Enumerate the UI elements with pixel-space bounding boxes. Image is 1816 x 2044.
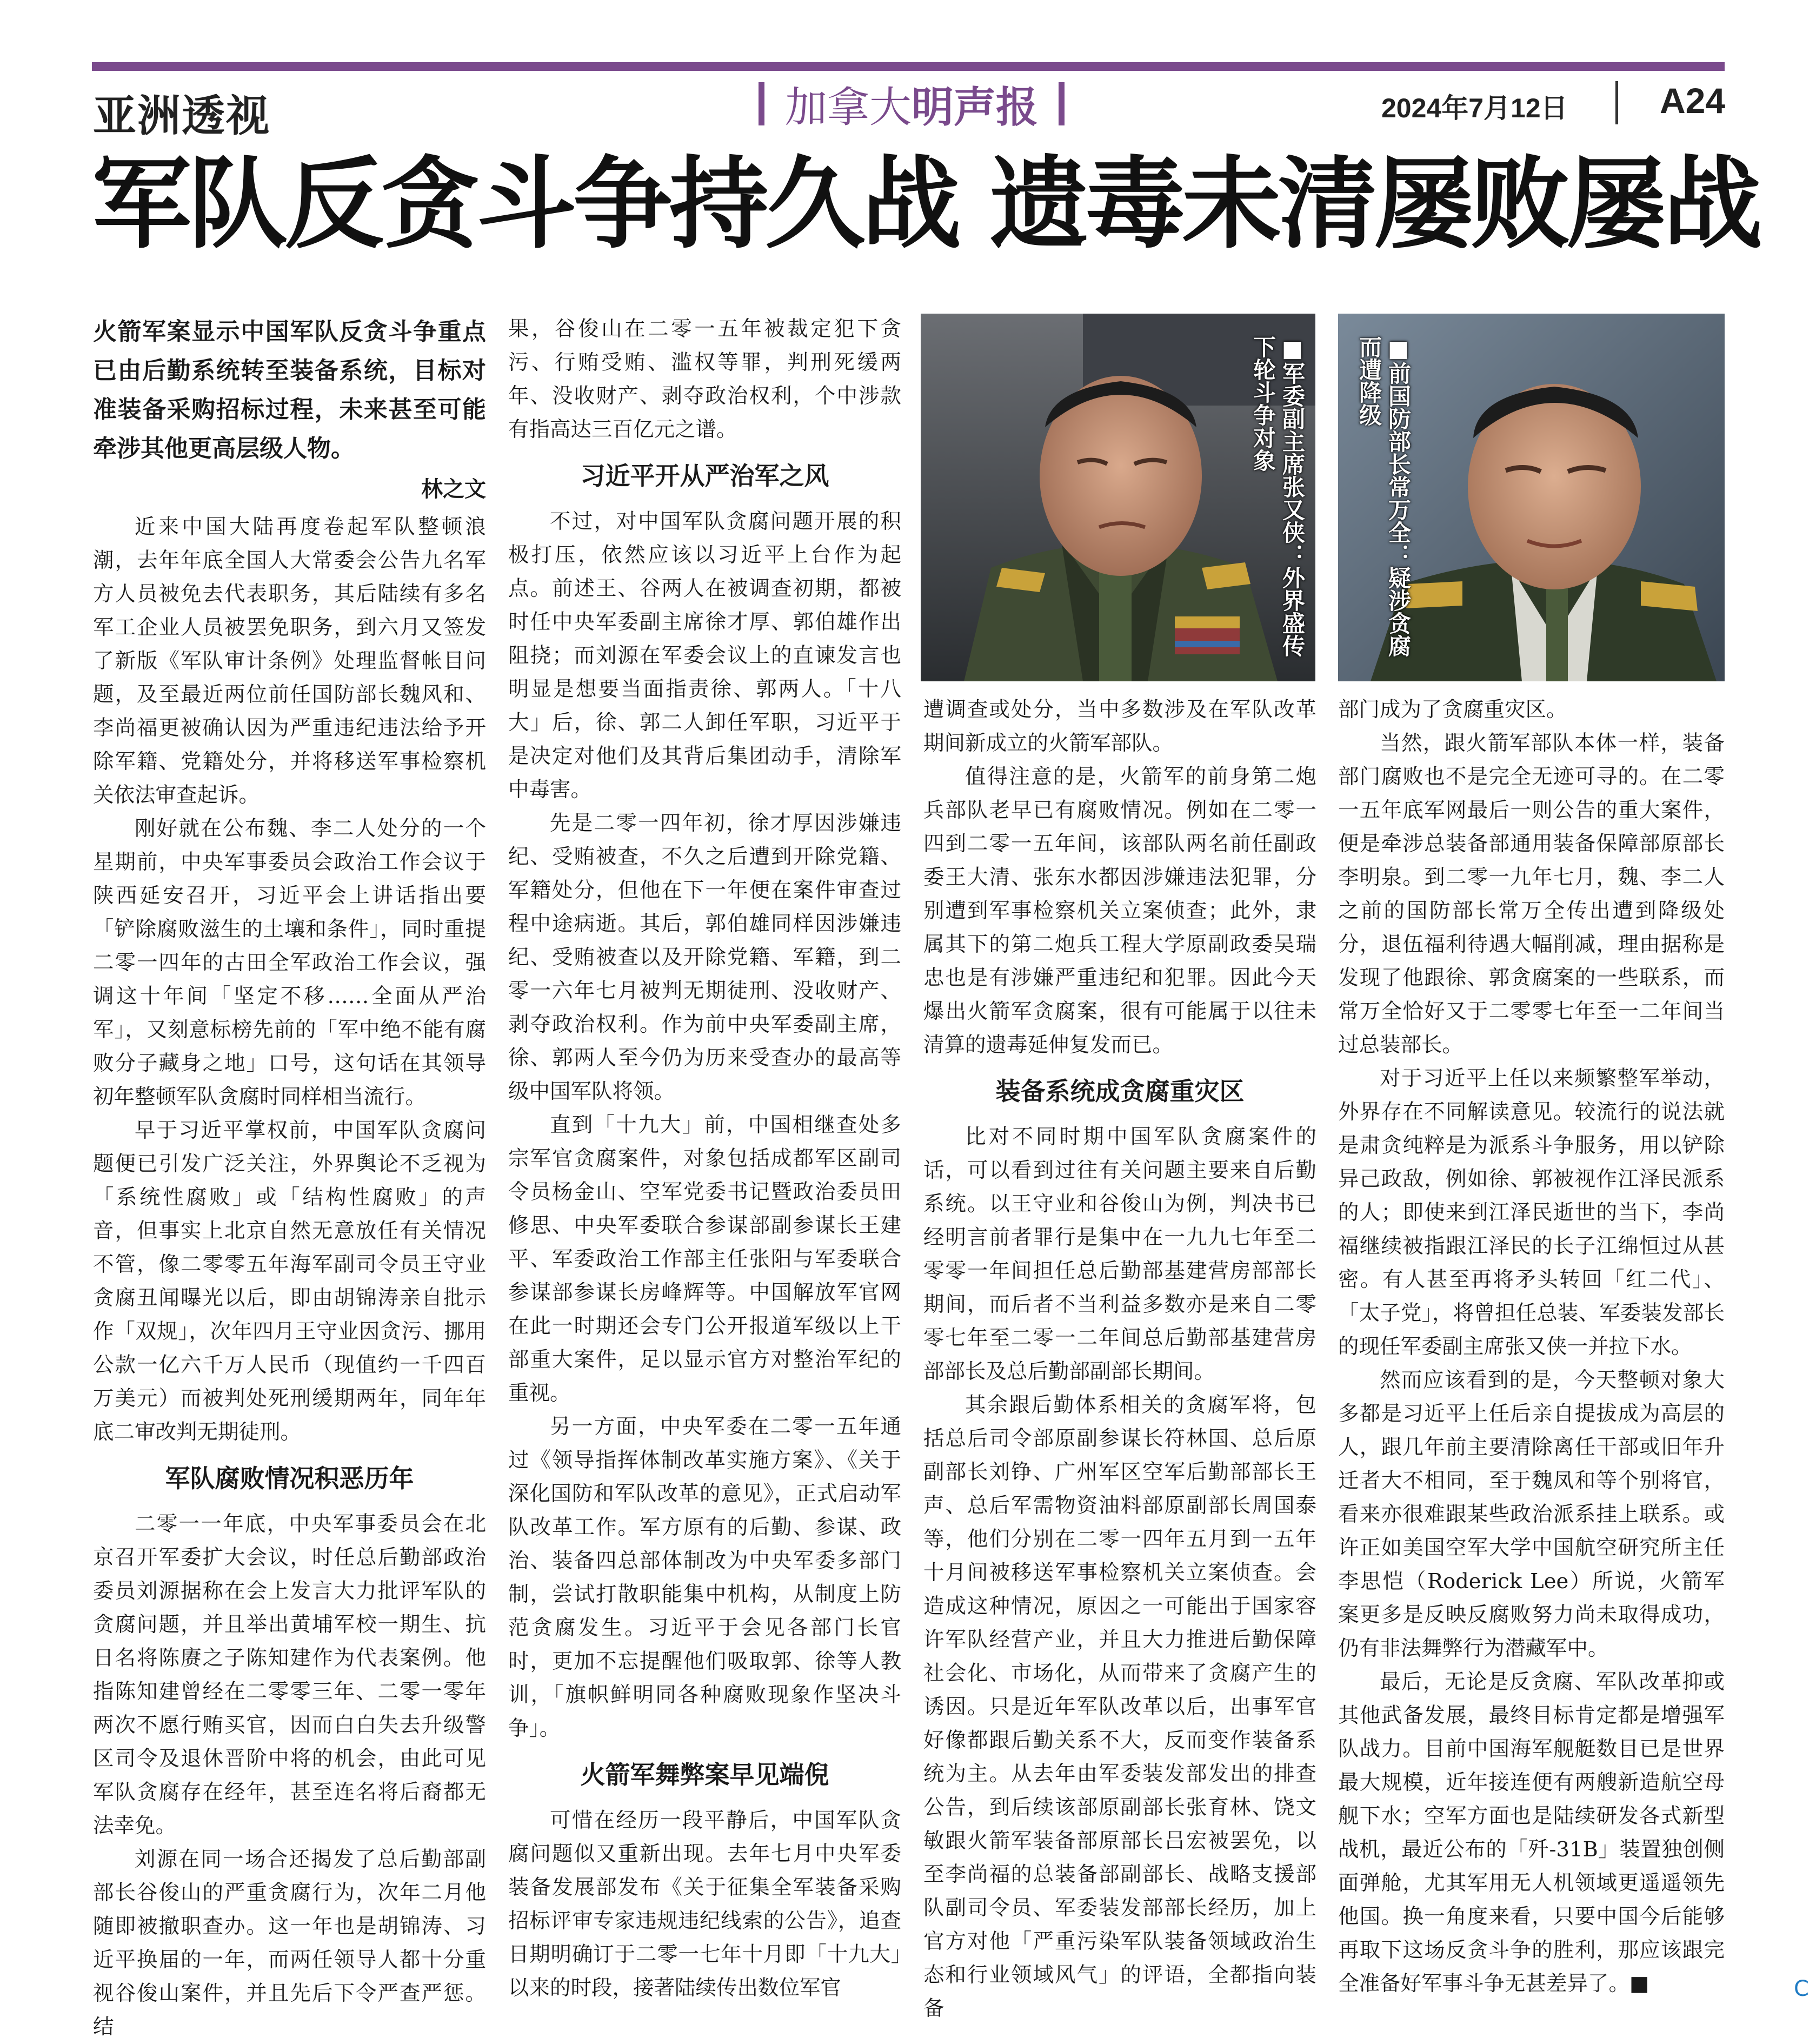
paragraph: 直到「十九大」前，中国相继查处多宗军官贪腐案件，对象包括成都军区副司令员杨金山、空军党委书记暨政治委员田修思、中央军委联合参谋部副参谋长王建平、军委政治工作部主任张阳与军委联合参谋部参谋长房峰辉等。中国解放军官网在此一时期还会专门公开报道军级以上干部重大案件，足以显示官方对整治军纪的重视。	[508, 1113, 901, 1405]
masthead-name-part2: 明声报	[912, 83, 1039, 132]
subheading: 装备系统成贪腐重灾区	[995, 1077, 1245, 1106]
paragraph: 然而应该看到的是，今天整顿对象大多都是习近平上任后亲自提拔成为高层的人，跟几年前主要清除离任干部或旧年升迁者大不相同，至于魏凤和等个别将官，看来亦很难跟某些政治派系挂上联系。或许正如美国空军大学中国航空研究所主任李思恺（Roderick Lee）所说，火箭军案更多是反映反腐败努力尚未取得成功，仍有非法舞弊行为潜藏军中。	[1338, 1368, 1725, 1661]
article-column-3	[923, 693, 1316, 2026]
photo-zhang-youxia	[921, 314, 1315, 681]
paragraph: 值得注意的是，火箭军的前身第二炮兵部队老早已有腐败情况。例如在二零一四到二零一五年间，该部队两名前任副政委王大清、张东水都因涉嫌违法犯罪，分别遭到军事检察机关立案侦查；此外，隶属其下的第二炮兵工程大学原副政委吴瑞忠也是有涉嫌严重违纪和犯罪。因此今天爆出火箭军贪腐案，很有可能属于以往未清算的遗毒延伸复发而已。	[923, 765, 1316, 1057]
paragraph: 部门成为了贪腐重灾区。	[1338, 698, 1567, 722]
subheading: 军队腐败情况积恶历年	[165, 1464, 414, 1493]
paragraph: 另一方面，中央军委在二零一五年通过《领导指挥体制改革实施方案》、《关于深化国防和军队改革的意见》，正式启动军队改革工作。军方原有的后勤、参谋、政治、装备四总部体制改为中央军委多部门制，尝试打散职能集中机构，从制度上防范贪腐发生。习近平于会见各部门长官时，更加不忘提醒他们吸取郭、徐等人教训，「旗帜鲜明同各种腐败现象作坚决斗争」。	[508, 1415, 901, 1741]
column-2-body	[508, 313, 901, 2005]
masthead	[738, 77, 1085, 131]
paragraph: 当然，跟火箭军部队本体一样，装备部门腐败也不是完全无迹可寻的。在二零一五年底军网最后一则公告的重大案件，便是牵涉总装备部通用装备保障部原部长李明泉。到二零一九年七月，魏、李二人之前的国防部长常万全传出遭到降级处分，退伍福利待遇大幅削减，理由据称是发现了他跟徐、郭贪腐案的一些联系，而常万全恰好又于二零零七年至一二年间当过总装部长。	[1338, 731, 1725, 1057]
paragraph: 对于习近平上任以来频繁整军举动，外界存在不同解读意见。较流行的说法就是肃贪纯粹是为派系斗争服务，用以铲除异己政敌，例如徐、郭被视作江泽民派系的人；即使来到江泽民逝世的当下，李尚福继续被指跟江泽民的长子江绵恒过从甚密。有人甚至再将矛头转回「红二代」、「太子党」，将曾担任总装、军委装发部长的现任军委副主席张又侠一并拉下水。	[1338, 1066, 1725, 1359]
paragraph: 可惜在经历一段平静后，中国军队贪腐问题似又重新出现。去年七月中央军委装备发展部发布《关于征集全军装备采购招标评审专家违规违纪线索的公告》，追查日期明确订于二零一七年十月即「十九大」以来的时段，接著陆续传出数位军官	[508, 1808, 901, 2000]
paragraph: 果，谷俊山在二零一五年被裁定犯下贪污、行贿受贿、滥权等罪，判刑死缓两年、没收财产、剥夺政治权利，个中涉款有指高达三百亿元之谱。	[508, 317, 901, 442]
paragraph: 先是二零一四年初，徐才厚因涉嫌违纪、受贿被查，不久之后遭到开除党籍、军籍处分，但他在下一年便在案件审查过程中途病逝。其后，郭伯雄同样因涉嫌违纪、受贿被查以及开除党籍、军籍，到二零一六年七月被判无期徒刑、没收财产、剥夺政治权利。作为前中央军委副主席，徐、郭两人至今仍为历来受查办的最高等级中国军队将领。	[508, 811, 901, 1104]
subheading: 习近平开从严治军之风	[580, 461, 829, 490]
masthead-name-part1: 加拿大	[785, 83, 912, 132]
byline: 林之文	[421, 477, 486, 502]
column-1-body	[93, 510, 486, 2044]
masthead-bar-left	[759, 82, 764, 125]
paragraph: 遭调查或处分，当中多数涉及在军队改革期间新成立的火箭军部队。	[923, 698, 1316, 755]
corner-mark: C	[1794, 1976, 1809, 2001]
paragraph: 早于习近平掌权前，中国军队贪腐问题便已引发广泛关注，外界舆论不乏视为「系统性腐败」或「结构性腐败」的声音，但事实上北京自然无意放任有关情况不管，像二零零五年海军副司令员王守业贪腐丑闻曝光以后，即由胡锦涛亲自批示作「双规」，次年四月王守业因贪污、挪用公款一亿六千万人民币（现值约一千四百万美元）而被判处死刑缓期两年，同年年底二审改判无期徒刑。	[93, 1118, 486, 1444]
page-number: A24	[1660, 81, 1726, 121]
paragraph: 最后，无论是反贪腐、军队改革抑或其他武备发展，最终目标肯定都是增强军队战力。目前中国海军舰艇数目已是世界最大规模，近年接连便有两艘新造航空母舰下水；空军方面也是陆续研发各式新型战机，最近公布的「歼-31B」装置独创侧面弹舱，尤其军用无人机领域更遥遥领先他国。换一角度来看，只要中国今后能够再取下这场反贪斗争的胜利，那应该跟完全准备好军事斗争无甚差异了。■	[1338, 1670, 1725, 1996]
photo-caption-zhang: ■军委副主席张又侠：外界盛传下轮斗争对象	[1250, 335, 1306, 657]
top-rule	[92, 62, 1725, 71]
article-column-2	[508, 313, 901, 2005]
paragraph: 刚好就在公布魏、李二人处分的一个星期前，中央军事委员会政治工作会议于陕西延安召开，习近平会上讲话指出要「铲除腐败滋生的土壤和条件」，同时重提二零一四年的古田全军政治工作会议，强调这十年间「坚定不移……全面从严治军」，又刻意标榜先前的「军中绝不能有腐败分子藏身之地」口号，这句话在其领导初年整顿军队贪腐时同样相当流行。	[93, 817, 486, 1109]
masthead-bar-right	[1059, 82, 1065, 125]
header-divider	[1615, 81, 1618, 124]
paragraph: 不过，对中国军队贪腐问题开展的积极打压，依然应该以习近平上台作为起点。前述王、谷两人在被调查初期，都被时任中央军委副主席徐才厚、郭伯雄作出阻挠；而刘源在军委会议上的直谏发言也明显是想要当面指责徐、郭两人。「十八大」后，徐、郭二人卸任军职，习近平于是决定对他们及其背后集团动手，清除军中毒害。	[508, 509, 901, 802]
issue-date: 2024年7月12日	[1381, 93, 1568, 123]
headline: 军队反贪斗争持久战 遗毒未清屡败屡战	[92, 147, 1760, 262]
paragraph: 比对不同时期中国军队贪腐案件的话，可以看到过往有关问题主要来自后勤系统。以王守业和谷俊山为例，判决书已经明言前者罪行是集中在一九九七年至二零零一年间担任总后勤部基建营房部部长期间，而后者不当利益多数亦是来自二零零七年至二零一二年间总后勤部基建营房部部长及总后勤部副部长期间。	[923, 1125, 1316, 1384]
photo-chang-wanquan	[1338, 314, 1725, 681]
paragraph: 近来中国大陆再度卷起军队整顿浪潮，去年年底全国人大常委会公告九名军方人员被免去代表职务，其后陆续有多名军工企业人员被罢免职务，到六月又签发了新版《军队审计条例》处理监督帐目问题，及至最近两位前任国防部长魏风和、李尚福更被确认因为严重违纪违法给予开除军籍、党籍处分，并将移送军事检察机关依法审查起诉。	[93, 515, 486, 807]
paragraph: 二零一一年底，中央军事委员会在北京召开军委扩大会议，时任总后勤部政治委员刘源据称在会上发言大力批评军队的贪腐问题，并且举出黄埔军校一期生、抗日名将陈赓之子陈知建作为代表案例。他指陈知建曾经在二零零三年、二零一零年两次不愿行贿买官，因而白白失去升级警区司令及退休晋阶中将的机会，由此可见军队贪腐存在经年，甚至连名将后裔都无法幸免。	[93, 1512, 486, 1838]
column-4-body	[1338, 693, 1725, 2001]
paragraph: 其余跟后勤体系相关的贪腐军将，包括总后司令部原副参谋长符林国、总后原副部长刘铮、广州军区空军后勤部部长王声、总后军需物资油料部原副部长周国泰等，他们分别在二零一四年五月到一五年十月间被移送军事检察机关立案侦查。会造成这种情况，原因之一可能出于国家容许军队经营产业，并且大力推进后勤保障社会化、市场化，从而带来了贪腐产生的诱因。只是近年军队改革以后，出事军官好像都跟后勤关系不大，反而变作装备系统为主。从去年由军委装发部发出的排查公告，到后续该部原副部长张育林、饶文敏跟火箭军装备部原部长吕宏被罢免，以至李尚福的总装备部副部长、战略支援部队副司令员、军委装发部部长经历，加上官方对他「严重污染军队装备领域政治生态和行业领域风气」的评语，全都指向装备	[923, 1393, 1316, 2021]
article-column-1	[93, 313, 486, 2044]
section-name: 亚洲透视	[93, 91, 270, 141]
column-3-body	[923, 693, 1316, 2026]
paragraph: 刘源在同一场合还揭发了总后勤部副部长谷俊山的严重贪腐行为，次年二月他随即被撤职查办。这一年也是胡锦涛、习近平换届的一年，而两任领导人都十分重视谷俊山案件，并且先后下令严查严惩。结	[93, 1847, 486, 2039]
article-column-4	[1338, 693, 1725, 2001]
lede: 火箭军案显示中国军队反贪斗争重点已由后勤系统转至装备系统，目标对准装备采购招标过程，未来甚至可能牵涉其他更高层级人物。	[93, 318, 486, 462]
subheading: 火箭军舞弊案早见端倪	[580, 1760, 829, 1789]
photo-caption-chang: ■前国防部长常万全：疑涉贪腐而遭降级	[1356, 335, 1412, 657]
